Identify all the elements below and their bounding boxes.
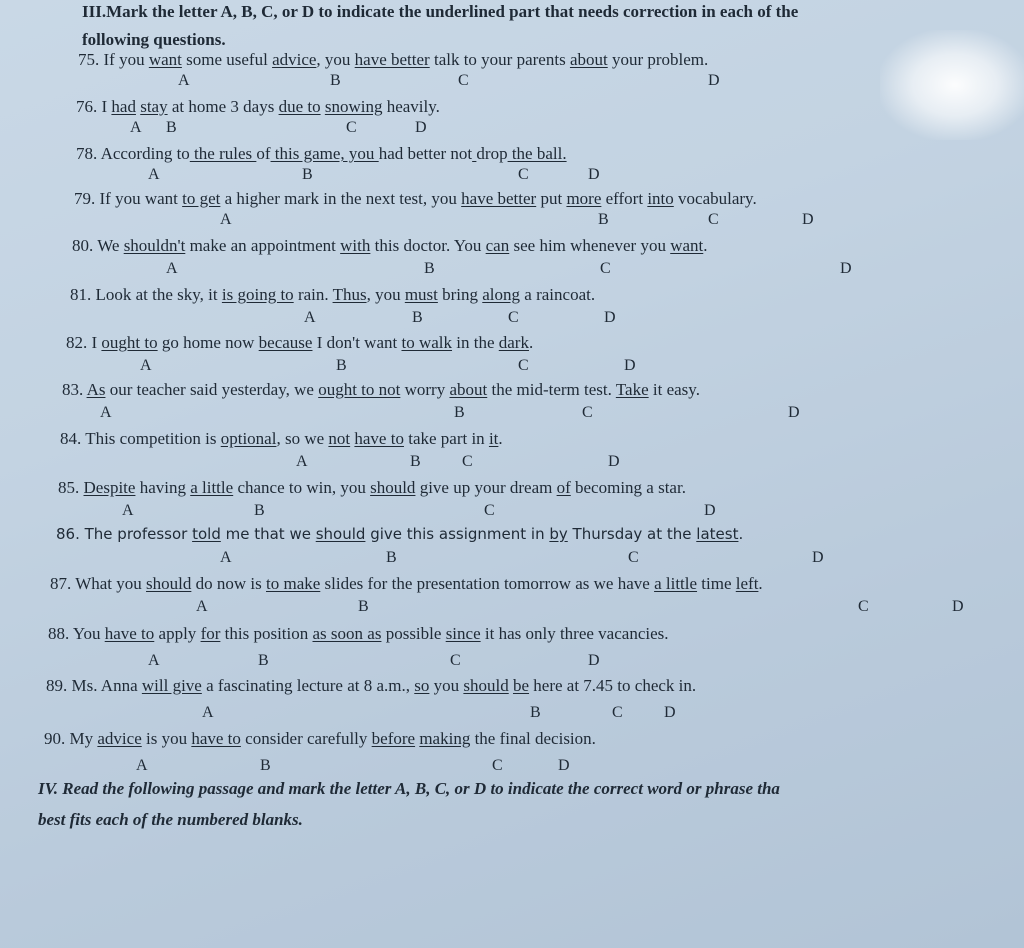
option-letter-a: A	[220, 211, 232, 228]
section-3-title-line2: following questions.	[82, 30, 226, 49]
option-letter-c: C	[458, 72, 469, 89]
sentence-text: make an appointment	[185, 236, 341, 255]
sentence-text: If you	[103, 50, 149, 69]
sentence-text: had better not	[378, 144, 473, 163]
option-letter-c: C	[708, 211, 719, 228]
option-letter-a: A	[202, 704, 214, 721]
underlined-option: advice	[272, 50, 317, 69]
option-letter-b: B	[454, 404, 465, 421]
option-letter-c: C	[582, 404, 593, 421]
option-letter-d: D	[415, 119, 427, 136]
option-letter-b: B	[336, 357, 347, 374]
sentence-text: you	[429, 676, 464, 695]
sentence-text: time	[697, 574, 736, 593]
sentence-text: a fascinating lecture at 8 a.m.,	[201, 676, 415, 695]
underlined-option: for	[200, 624, 221, 643]
sentence-text: This competition is	[85, 429, 221, 448]
option-letter-b: B	[258, 652, 269, 669]
underlined-option: want	[148, 50, 182, 69]
option-letter-b: B	[412, 309, 423, 326]
sentence-text: consider carefully	[240, 729, 372, 748]
question-85-text	[58, 478, 686, 498]
sentence-text: You	[72, 624, 105, 643]
sentence-text: put	[536, 189, 567, 208]
sentence-text: this position	[220, 624, 313, 643]
question-82-text	[66, 333, 533, 353]
underlined-option: before	[371, 729, 416, 748]
sentence-text: take part in	[403, 429, 489, 448]
underlined-option: a little	[654, 574, 698, 593]
question-number: 75.	[78, 50, 104, 69]
sentence-text: some useful	[181, 50, 273, 69]
option-letter-b: B	[598, 211, 609, 228]
option-letter-d: D	[812, 549, 824, 566]
sentence-text: bring	[437, 285, 483, 304]
underlined-option: snowing	[324, 97, 383, 116]
option-letter-c: C	[450, 652, 461, 669]
question-83-text	[62, 380, 700, 400]
underlined-option: the ball.	[507, 144, 567, 163]
option-letter-d: D	[802, 211, 814, 228]
sentence-text: slides for the presentation tomorrow as we have	[320, 574, 655, 593]
sentence-text: Thursday at the	[567, 525, 697, 543]
sentence-text: the mid-term test.	[487, 380, 616, 399]
underlined-option: optional	[220, 429, 277, 448]
option-letter-c: C	[628, 549, 639, 566]
option-letter-a: A	[166, 260, 178, 277]
sentence-text: I	[101, 97, 112, 116]
question-number: 87.	[50, 574, 76, 593]
question-number: 82.	[66, 333, 92, 352]
underlined-option: so	[414, 676, 430, 695]
question-number: 78.	[76, 144, 101, 163]
underlined-option: of	[556, 478, 571, 497]
sentence-text: it has only three vacancies.	[480, 624, 669, 643]
option-letter-c: C	[462, 453, 473, 470]
option-letter-d: D	[664, 704, 676, 721]
question-number: 81.	[70, 285, 96, 304]
option-letter-d: D	[588, 166, 600, 183]
question-76-text	[76, 97, 440, 117]
sentence-text: .	[738, 525, 744, 543]
sentence-text: According to	[100, 144, 190, 163]
option-letter-a: A	[296, 453, 308, 470]
underlined-option: making	[419, 729, 471, 748]
sentence-text: possible	[381, 624, 446, 643]
underlined-option: left	[735, 574, 759, 593]
sentence-text: vocabulary.	[673, 189, 757, 208]
underlined-option: stay	[140, 97, 168, 116]
underlined-option: about	[569, 50, 608, 69]
underlined-option: about	[449, 380, 488, 399]
underlined-option: by	[549, 525, 568, 543]
option-letter-b: B	[358, 598, 369, 615]
underlined-option: Take	[615, 380, 649, 399]
option-letter-b: B	[386, 549, 397, 566]
sentence-text: , you	[366, 285, 405, 304]
option-letter-a: A	[100, 404, 112, 421]
sentence-text: the final decision.	[470, 729, 596, 748]
question-number: 83.	[62, 380, 87, 399]
sentence-text: I	[91, 333, 102, 352]
option-letter-d: D	[704, 502, 716, 519]
question-number: 84.	[60, 429, 86, 448]
underlined-option: want	[670, 236, 704, 255]
sentence-text: is you	[141, 729, 192, 748]
section-4-title-line1: IV. Read the following passage and mark the letter A, B, C, or D to indicate the correct word or phrase tha	[38, 779, 780, 798]
option-letter-c: C	[518, 357, 529, 374]
option-letter-b: B	[254, 502, 265, 519]
underlined-option: a little	[190, 478, 234, 497]
sentence-text: see him whenever you	[509, 236, 671, 255]
underlined-option: have to	[354, 429, 404, 448]
sentence-text: a higher mark in the next test, you	[220, 189, 462, 208]
question-90-text	[44, 729, 596, 749]
underlined-option: As	[86, 380, 106, 399]
underlined-option: due to	[278, 97, 321, 116]
sentence-text: of	[256, 144, 271, 163]
sentence-text: apply	[154, 624, 201, 643]
underlined-option: ought to	[101, 333, 158, 352]
underlined-option: Thus	[332, 285, 367, 304]
sentence-text: do now is	[191, 574, 266, 593]
underlined-option: as soon as	[312, 624, 382, 643]
underlined-option: is going to	[221, 285, 294, 304]
question-88-text	[48, 624, 669, 644]
sentence-text: .	[758, 574, 763, 593]
underlined-option: have better	[461, 189, 537, 208]
sentence-text: go home now	[157, 333, 259, 352]
underlined-option: more	[566, 189, 602, 208]
option-letter-a: A	[140, 357, 152, 374]
question-86-text	[56, 525, 743, 543]
question-number: 79.	[74, 189, 100, 208]
underlined-option: had	[111, 97, 136, 116]
option-letter-d: D	[588, 652, 600, 669]
sentence-text: effort	[601, 189, 648, 208]
sentence-text: this doctor. You	[370, 236, 486, 255]
underlined-option: this game, you	[270, 144, 379, 163]
sentence-text: Ms. Anna	[71, 676, 142, 695]
sentence-text: Look at the sky, it	[95, 285, 222, 304]
underlined-option: shouldn't	[123, 236, 186, 255]
underlined-option: into	[647, 189, 674, 208]
option-letter-c: C	[508, 309, 519, 326]
sentence-text: What you	[75, 574, 147, 593]
underlined-option: ought to not	[318, 380, 401, 399]
question-78-text	[76, 144, 567, 164]
question-number: 89.	[46, 676, 72, 695]
sentence-text: give this assignment in	[365, 525, 550, 543]
sentence-text: me that we	[220, 525, 316, 543]
underlined-option: not	[328, 429, 351, 448]
underlined-option: have to	[191, 729, 241, 748]
option-letter-a: A	[196, 598, 208, 615]
underlined-option: have better	[354, 50, 430, 69]
sentence-text: in the	[452, 333, 499, 352]
sentence-text: rain.	[293, 285, 333, 304]
option-letter-a: A	[136, 757, 148, 774]
underlined-option: latest	[696, 525, 739, 543]
underlined-option: since	[445, 624, 481, 643]
underlined-option: because	[258, 333, 313, 352]
option-letter-a: A	[304, 309, 316, 326]
option-letter-c: C	[858, 598, 869, 615]
option-letter-a: A	[220, 549, 232, 566]
question-81-text	[70, 285, 595, 305]
question-number: 88.	[48, 624, 73, 643]
underlined-option: be	[512, 676, 530, 695]
question-87-text	[50, 574, 763, 594]
option-letter-d: D	[624, 357, 636, 374]
question-number: 85.	[58, 478, 84, 497]
option-letter-c: C	[484, 502, 495, 519]
sentence-text: it easy.	[648, 380, 700, 399]
light-glare	[880, 30, 1024, 140]
underlined-option: should	[146, 574, 192, 593]
underlined-option: it	[488, 429, 499, 448]
sentence-text: .	[528, 333, 534, 352]
sentence-text: having	[135, 478, 191, 497]
underlined-option: dark	[498, 333, 529, 352]
underlined-option: to make	[266, 574, 321, 593]
sentence-text: We	[97, 236, 124, 255]
option-letter-d: D	[608, 453, 620, 470]
question-80-text	[72, 236, 708, 256]
question-number: 76.	[76, 97, 102, 116]
underlined-option: should	[370, 478, 416, 497]
underlined-option: to get	[182, 189, 221, 208]
sentence-text: .	[498, 429, 503, 448]
underlined-option: along	[482, 285, 521, 304]
option-letter-b: B	[166, 119, 177, 136]
sentence-text: give up your dream	[415, 478, 557, 497]
option-letter-d: D	[558, 757, 570, 774]
option-letter-d: D	[604, 309, 616, 326]
option-letter-a: A	[130, 119, 142, 136]
option-letter-b: B	[260, 757, 271, 774]
underlined-option: advice	[97, 729, 142, 748]
underlined-option: will give	[141, 676, 202, 695]
underlined-option: must	[404, 285, 438, 304]
sentence-text: .	[703, 236, 708, 255]
option-letter-c: C	[346, 119, 357, 136]
underlined-option: should	[463, 676, 509, 695]
sentence-text: My	[69, 729, 98, 748]
sentence-text: drop	[476, 144, 508, 163]
option-letter-b: B	[424, 260, 435, 277]
underlined-option: with	[340, 236, 371, 255]
question-number: 80.	[72, 236, 98, 255]
option-letter-d: D	[708, 72, 720, 89]
underlined-option: can	[485, 236, 510, 255]
question-84-text	[60, 429, 503, 449]
option-letter-a: A	[122, 502, 134, 519]
option-letter-b: B	[530, 704, 541, 721]
sentence-text: at home 3 days	[167, 97, 279, 116]
question-number: 86.	[56, 525, 85, 543]
option-letter-d: D	[952, 598, 964, 615]
sentence-text: becoming a star.	[570, 478, 686, 497]
option-letter-c: C	[492, 757, 503, 774]
sentence-text: The professor	[84, 525, 193, 543]
option-letter-b: B	[410, 453, 421, 470]
question-79-text	[74, 189, 757, 209]
sentence-text: a raincoat.	[520, 285, 596, 304]
sentence-text: our teacher said yesterday, we	[105, 380, 319, 399]
option-letter-b: B	[302, 166, 313, 183]
option-letter-a: A	[148, 166, 160, 183]
underlined-option: should	[315, 525, 366, 543]
underlined-option: told	[192, 525, 221, 543]
section-4-title-line2: best fits each of the numbered blanks.	[38, 810, 303, 829]
sentence-text: , you	[316, 50, 355, 69]
option-letter-d: D	[788, 404, 800, 421]
sentence-text: If you want	[99, 189, 183, 208]
question-75-text	[78, 50, 708, 70]
sentence-text: chance to win, you	[233, 478, 371, 497]
sentence-text: your problem.	[607, 50, 709, 69]
option-letter-c: C	[600, 260, 611, 277]
question-number: 90.	[44, 729, 70, 748]
underlined-option: have to	[104, 624, 155, 643]
sentence-text: talk to your parents	[429, 50, 570, 69]
underlined-option: to walk	[401, 333, 453, 352]
underlined-option: Despite	[83, 478, 136, 497]
option-letter-b: B	[330, 72, 341, 89]
option-letter-d: D	[840, 260, 852, 277]
sentence-text: I don't want	[312, 333, 402, 352]
sentence-text: heavily.	[382, 97, 440, 116]
option-letter-a: A	[148, 652, 160, 669]
option-letter-a: A	[178, 72, 190, 89]
sentence-text: , so we	[276, 429, 329, 448]
option-letter-c: C	[612, 704, 623, 721]
option-letter-c: C	[518, 166, 529, 183]
question-89-text	[46, 676, 696, 696]
sentence-text: worry	[400, 380, 450, 399]
sentence-text: here at 7.45 to check in.	[529, 676, 697, 695]
section-3-title-line1: III.Mark the letter A, B, C, or D to indicate the underlined part that needs correction in each of the	[82, 2, 799, 21]
underlined-option: the rules	[189, 144, 257, 163]
